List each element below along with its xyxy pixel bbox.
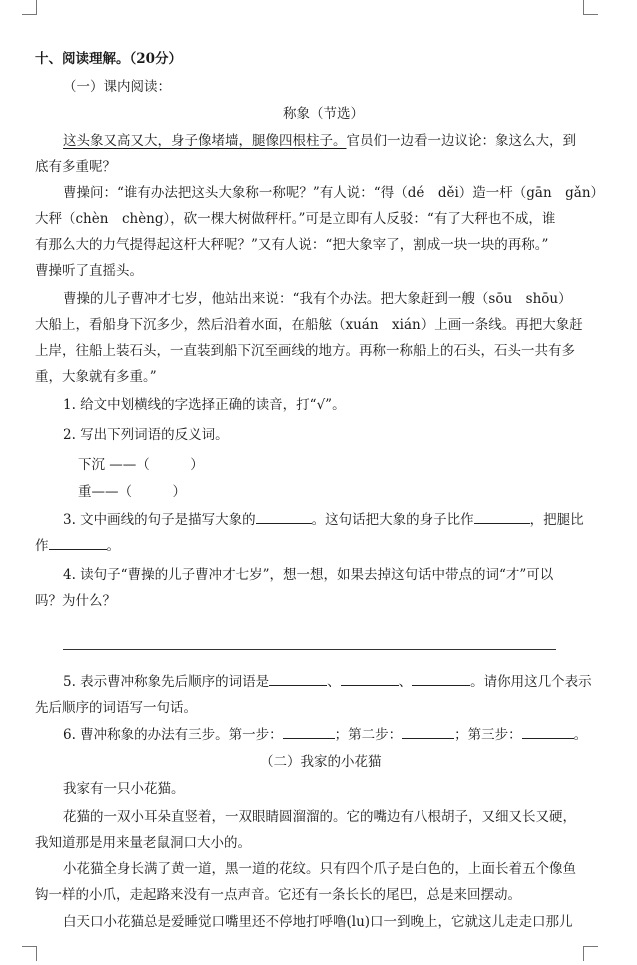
passage1-text: 曹操的儿子曹冲才七岁，他站出来说：“我有个办法。把大象赶到一艘（sōu shōu） [63, 291, 572, 307]
passage2-text: 花猫的一双小耳朵直竖着，一双眼睛圆溜溜的。它的嘴边有八根胡子，又细又长又硬， [63, 809, 576, 825]
separator: 、 [398, 674, 413, 690]
answer-blank[interactable] [256, 511, 312, 524]
question-1-text: 1. 给文中划横线的字选择正确的读音，打“√”。 [63, 397, 346, 413]
question-4-text: 4. 读句子“曹操的儿子曹冲才七岁”，想一想，如果去掉这句话中带点的词“才”可以 [63, 567, 554, 583]
passage1-title: 称象（节选） [283, 106, 364, 122]
passage2-text: 白天口小花猫总是爱睡觉口嘴里还不停地打呼噜(lu)口一到晚上，它就这儿走走口那儿 [63, 914, 573, 930]
corner-mark-top-right [583, 0, 598, 15]
question-3-text: 3. 文中画线的句子是描写大象的 [63, 512, 256, 528]
question-6-text: 6. 曹冲称象的办法有三步。第一步： [63, 727, 283, 743]
question-2-text: 2. 写出下列词语的反义词。 [63, 427, 229, 443]
antonym-item-2: 重——（ ） [78, 484, 186, 500]
answer-blank[interactable] [412, 673, 470, 686]
passage2-title: （二）我家的小花猫 [260, 754, 382, 770]
corner-mark-bottom-left [22, 946, 37, 961]
corner-mark-top-left [22, 0, 37, 15]
question-3-text: 作 [35, 538, 49, 554]
passage1-text: 大秤（chèn chèng），砍一棵大树做秤杆。”可是立即有人反驳：“有了大秤也不成，谁 [35, 211, 556, 227]
passage1-text: 官员们一边看一边议论：象这么大，到 [346, 133, 576, 149]
antonym-item-1: 下沉 ——（ ） [78, 457, 204, 473]
question-5-text: 先后顺序的词语写一句话。 [35, 700, 197, 716]
part1-label: （一）课内阅读： [63, 79, 171, 95]
answer-blank[interactable] [283, 726, 335, 739]
question-5-text: 。请你用这几个表示 [470, 674, 592, 690]
question-3-text: ，把腿比 [529, 512, 584, 528]
passage2-text: 钩一样的小爪，走起路来没有一点声音。它还有一条长长的尾巴，总是来回摆动。 [35, 887, 521, 903]
question-6-text: ；第三步： [454, 727, 522, 743]
answer-blank[interactable] [474, 511, 530, 524]
question-6-text: 。 [573, 727, 588, 743]
question-4-text: 吗？为什么？ [35, 593, 116, 609]
answer-blank[interactable] [341, 673, 399, 686]
answer-blank[interactable] [522, 726, 574, 739]
corner-mark-bottom-right [583, 946, 598, 961]
passage1-text: 大船上，看船身下沉多少，然后沿着水面，在船舷（xuán xián）上画一条线。再把大象赶 [35, 317, 583, 333]
question-6-text: ；第二步： [334, 727, 403, 743]
passage1-text: 上岸，往船上装石头，一直装到船下沉至画线的地方。再称一称船上的石头，石头一共有多 [35, 343, 575, 359]
passage1-text: 底有多重呢？ [35, 159, 116, 175]
answer-blank[interactable] [49, 537, 107, 550]
answer-line[interactable] [63, 649, 556, 650]
passage1-text: 重，大象就有多重。” [35, 369, 157, 385]
passage1-text: 曹操听了直摇头。 [35, 263, 143, 279]
answer-blank[interactable] [269, 673, 327, 686]
question-3-text: 。 [106, 538, 120, 554]
question-5-text: 5. 表示曹冲称象先后顺序的词语是 [63, 674, 270, 690]
section-heading: 十、阅读理解。（20分） [35, 51, 183, 67]
answer-blank[interactable] [402, 726, 454, 739]
underlined-sentence: 这头象又高又大，身子像堵墙，腿像四根柱子。 [63, 133, 347, 149]
passage2-text: 我家有一只小花猫。 [63, 781, 185, 797]
question-3-text: 。这句话把大象的身子比作 [311, 512, 474, 528]
passage2-text: 我知道那是用来量老鼠洞口大小的。 [35, 835, 251, 851]
passage1-text: 有那么大的力气提得起这杆大秤呢？”又有人说：“把大象宰了，割成一块一块的再称。” [35, 237, 549, 253]
passage1-text: 曹操问：“谁有办法把这头大象称一称呢？”有人说：“得（dé děi）造一杆（gān gǎn） [63, 185, 605, 201]
separator: 、 [327, 674, 341, 690]
passage2-text: 小花猫全身长满了黄一道，黑一道的花纹。只有四个爪子是白色的，上面长着五个像鱼 [63, 861, 576, 877]
